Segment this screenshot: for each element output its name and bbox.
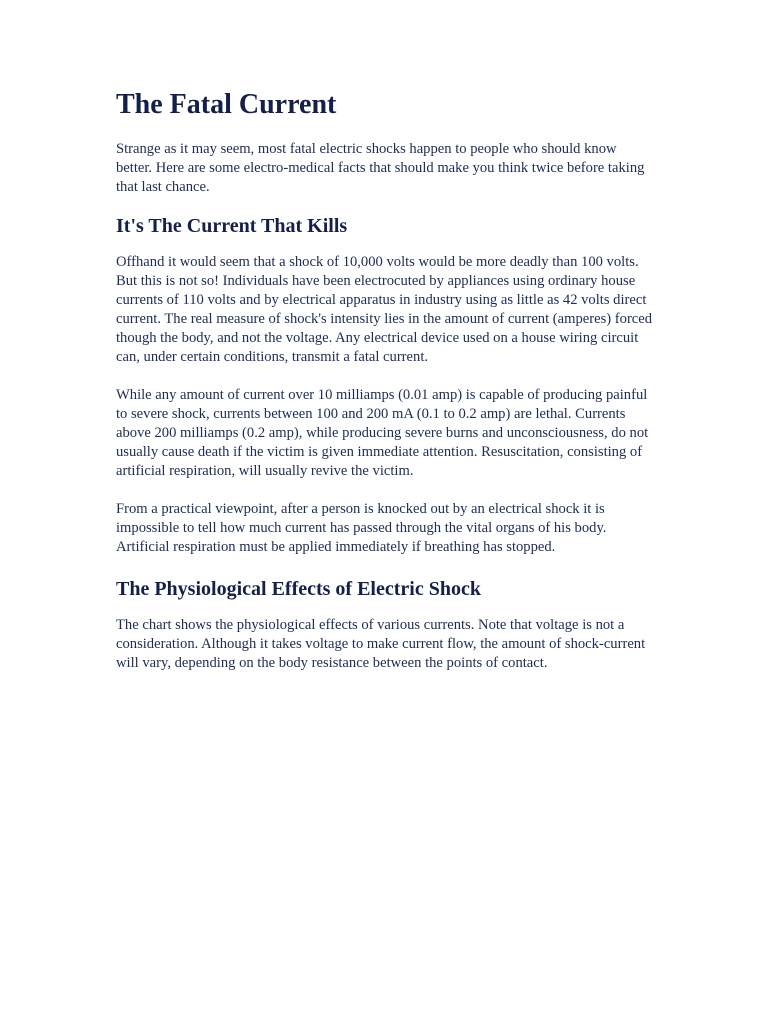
section-heading-current-kills: It's The Current That Kills <box>116 215 348 237</box>
intro-paragraph: Strange as it may seem, most fatal electric shocks happen to people who should know better. Here are some electro-medical facts that should make you think twice before taking that last chance. <box>116 141 645 195</box>
body-paragraph: Offhand it would seem that a shock of 10,000 volts would be more deadly than 100 volts. But this is not so! Individuals have been electrocuted by appliances using ordinary house currents of 110 volts and by electrical apparatus in industry using as little as 42 volts direct current. The real measure of shock's intensity lies in the amount of current (amperes) forced though the body, and not the voltage. Any electrical device used on a house wiring circuit can, under certain conditions, transmit a fatal current. <box>116 254 653 365</box>
page-title: The Fatal Current <box>116 89 337 120</box>
body-paragraph: From a practical viewpoint, after a person is knocked out by an electrical shock it is impossible to tell how much current has passed through the vital organs of his body. Artificial respiration must be applied immediately if breathing has stopped. <box>116 501 607 555</box>
document-page <box>116 88 656 692</box>
body-paragraph: The chart shows the physiological effects of various currents. Note that voltage is not a consideration. Although it takes voltage to make current flow, the amount of shock-current will vary, depending on the body resistance between the points of contact. <box>116 617 646 671</box>
section-heading-physiological-effects: The Physiological Effects of Electric Shock <box>116 578 481 600</box>
body-paragraph: While any amount of current over 10 milliamps (0.01 amp) is capable of producing painful to severe shock, currents between 100 and 200 mA (0.1 to 0.2 amp) are lethal. Currents above 200 milliamps (0.2 amp), while producing severe burns and unconsciousness, do not usually cause death if the victim is given immediate attention. Resuscitation, consisting of artificial respiration, will usually revive the victim. <box>116 387 649 479</box>
